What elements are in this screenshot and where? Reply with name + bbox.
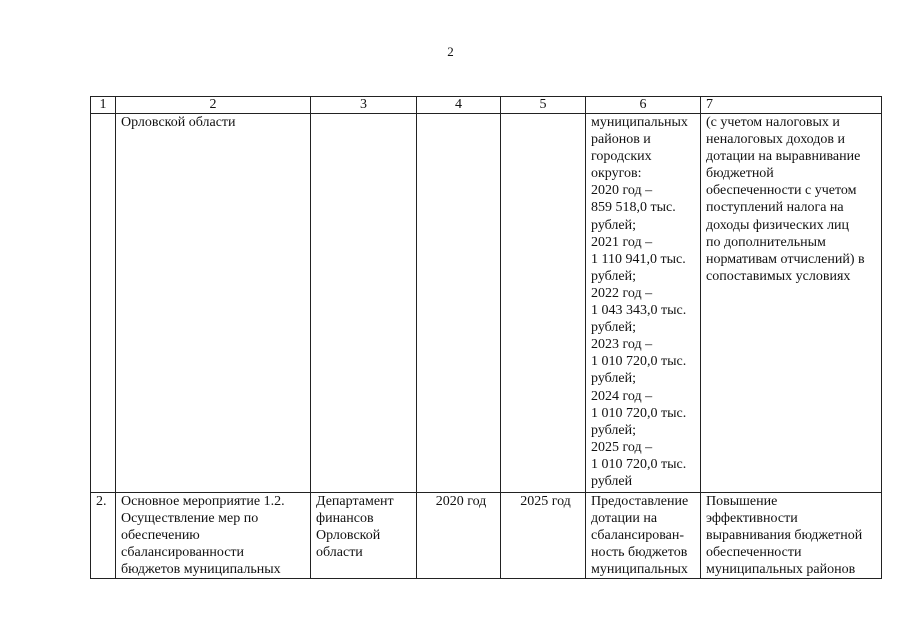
text-line: округов: (591, 166, 642, 182)
cell-consequences (701, 114, 882, 493)
text-line: муниципальных (591, 115, 688, 130)
table-row (91, 114, 882, 493)
text-line: дотации на (591, 511, 658, 527)
text-line: по дополнительным (706, 234, 826, 250)
text-line: рублей; (591, 422, 636, 438)
text-line: 2021 год – (591, 234, 653, 250)
text-line: 2025 год – (591, 439, 653, 455)
text-line: Орловской области (121, 115, 236, 130)
text-line: Орловской (316, 528, 381, 544)
text-line: доходы физических лиц (706, 217, 850, 233)
text-line: 1 010 720,0 тыс. (591, 456, 687, 472)
text-line: ность бюджетов (591, 545, 688, 561)
cell-end-year (501, 114, 586, 493)
text-line: 2022 год – (591, 285, 653, 301)
text-line: обеспечению (121, 528, 200, 544)
text-line: муниципальных районов (706, 562, 856, 578)
header-col-6: 6 (586, 97, 701, 114)
measures-table (90, 96, 882, 579)
header-col-4: 4 (417, 97, 501, 114)
header-row (91, 97, 882, 114)
header-col-2: 2 (116, 97, 311, 114)
text-line: обеспеченности с учетом (706, 183, 857, 199)
text-line: нормативам отчислений) в (706, 251, 865, 267)
cell-expected-result (586, 493, 701, 579)
text-line: 2020 год – (591, 183, 653, 199)
text-line: рублей; (591, 371, 636, 387)
text-line: неналоговых доходов и (706, 132, 845, 148)
cell-consequences (701, 493, 882, 579)
text-line: рублей; (591, 217, 636, 233)
table-row (91, 493, 882, 579)
text-line: Осуществление мер по (121, 511, 259, 527)
text-line: Основное мероприятие 1.2. (121, 494, 285, 509)
cell-executor (311, 493, 417, 579)
text-line: 2023 год – (591, 337, 653, 353)
header-col-1: 1 (91, 97, 116, 114)
text-line: городских (591, 149, 652, 165)
text-line: рублей (591, 473, 633, 489)
text-line: поступлений налога на (706, 200, 844, 216)
header-col-7: 7 (701, 97, 882, 114)
text-line: финансов (316, 511, 374, 527)
text-line: 859 518,0 тыс. (591, 200, 676, 216)
text-line: сопоставимых условиях (706, 268, 851, 284)
text-line: рублей; (591, 268, 636, 284)
text-line: 1 110 941,0 тыс. (591, 251, 686, 267)
cell-start-year: 2020 год (417, 493, 501, 579)
cell-executor (311, 114, 417, 493)
cell-end-year: 2025 год (501, 493, 586, 579)
text-line: Повышение (706, 494, 778, 509)
text-line: 1 043 343,0 тыс. (591, 303, 687, 319)
page-number: 2 (447, 44, 454, 59)
text-line: сбалансирован- (591, 528, 685, 544)
text-line: обеспеченности (706, 545, 802, 561)
text-line: выравнивания бюджетной (706, 528, 863, 544)
text-line: муниципальных (591, 562, 688, 578)
header-col-3: 3 (311, 97, 417, 114)
text-line: Департамент (316, 494, 394, 509)
text-line: эффективности (706, 511, 798, 527)
text-line: бюджетов муниципальных (121, 562, 281, 578)
text-line: бюджетной (706, 166, 774, 182)
cell-measure-name (116, 493, 311, 579)
header-col-5: 5 (501, 97, 586, 114)
text-line: (с учетом налоговых и (706, 115, 840, 130)
text-line: области (316, 545, 363, 561)
cell-start-year (417, 114, 501, 493)
text-line: Предоставление (591, 494, 689, 509)
text-line: дотации на выравнивание (706, 149, 861, 165)
cell-number: 2. (91, 493, 116, 579)
text-line: 1 010 720,0 тыс. (591, 405, 687, 421)
cell-measure-name (116, 114, 311, 493)
text-line: 1 010 720,0 тыс. (591, 354, 687, 370)
text-line: районов и (591, 132, 651, 148)
cell-expected-result (586, 114, 701, 493)
text-line: сбалансированности (121, 545, 245, 561)
text-line: 2024 год – (591, 388, 653, 404)
cell-number (91, 114, 116, 493)
text-line: рублей; (591, 320, 636, 336)
